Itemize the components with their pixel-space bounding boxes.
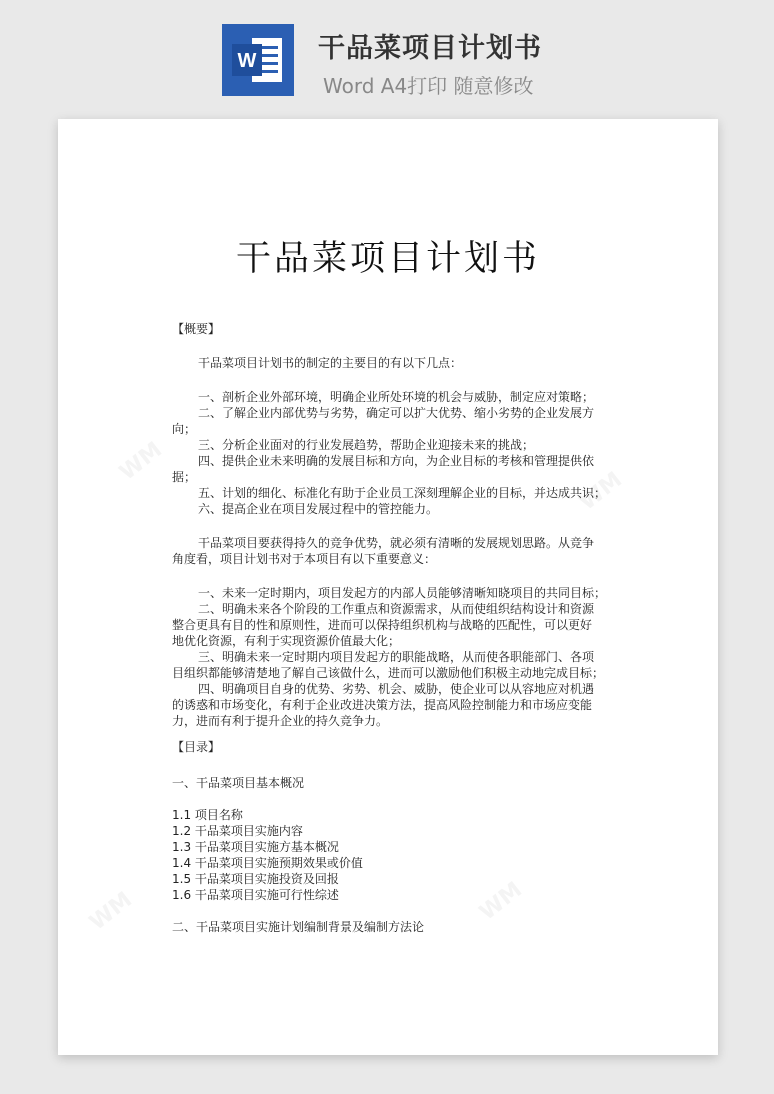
toc-entry: 1.1 项目名称 (172, 808, 243, 822)
page-header (0, 0, 774, 110)
document-page (58, 119, 718, 1055)
header-title: 干品菜项目计划书 (318, 33, 542, 64)
paragraph-line: 地优化资源，有利于实现资源价值最大化； (172, 634, 401, 648)
header-subtitle: Word A4打印 随意修改 (323, 74, 534, 98)
paragraph-line: 的诱惑和市场变化，有利于企业改进决策方法，提高风险控制能力和市场应变能 (172, 698, 593, 712)
paragraph-line: 二、明确未来各个阶段的工作重点和资源需求，从而使组织结构设计和资源 (198, 602, 595, 616)
section-heading-overview: 【概要】 (172, 322, 221, 336)
toc-entry: 1.5 干品菜项目实施投资及回报 (172, 872, 339, 886)
watermark: WM (115, 437, 167, 486)
section-heading-toc: 【目录】 (172, 740, 221, 754)
paragraph-line: 力，进而有利于提升企业的持久竞争力。 (172, 714, 389, 728)
watermark: WM (85, 887, 137, 936)
watermark: WM (575, 467, 627, 516)
toc-entry: 1.4 干品菜项目实施预期效果或价值 (172, 856, 363, 870)
paragraph-line: 四、明确项目自身的优势、劣势、机会、威胁，使企业可以从容地应对机遇 (198, 682, 595, 696)
paragraph-line: 四、提供企业未来明确的发展目标和方向，为企业目标的考核和管理提供依 (198, 454, 595, 468)
paragraph-line: 一、剖析企业外部环境，明确企业所处环境的机会与威胁，制定应对策略； (198, 390, 595, 404)
paragraph-line: 向； (172, 422, 197, 436)
paragraph-line: 整合更具有目的性和原则性，进而可以保持组织机构与战略的匹配性，可以更好 (172, 618, 593, 632)
word-icon-letter: W (237, 50, 257, 72)
document-title: 干品菜项目计划书 (235, 239, 540, 279)
paragraph-line: 一、未来一定时期内，项目发起方的内部人员能够清晰知晓项目的共同目标； (198, 586, 607, 600)
paragraph-line: 角度看，项目计划书对于本项目有以下重要意义： (172, 552, 437, 566)
watermark: WM (475, 877, 527, 926)
toc-entry: 1.3 干品菜项目实施方基本概况 (172, 840, 339, 854)
paragraph-line: 三、明确未来一定时期内项目发起方的职能战略，从而使各职能部门、各项 (198, 650, 595, 664)
paragraph-line: 干品菜项目计划书的制定的主要目的有以下几点： (198, 356, 463, 370)
paragraph-line: 二、了解企业内部优势与劣势，确定可以扩大优势、缩小劣势的企业发展方 (198, 406, 595, 420)
word-document-icon (222, 24, 294, 96)
paragraph-line: 干品菜项目要获得持久的竞争优势，就必须有清晰的发展规划思路。从竞争 (198, 536, 595, 550)
toc-entry: 一、干品菜项目基本概况 (172, 776, 305, 790)
paragraph-line: 六、提高企业在项目发展过程中的管控能力。 (198, 502, 439, 516)
toc-entry: 1.2 干品菜项目实施内容 (172, 824, 303, 838)
paragraph-line: 目组织都能够清楚地了解自己该做什么，进而可以激励他们积极主动地完成目标； (172, 666, 605, 680)
toc-entry: 1.6 干品菜项目实施可行性综述 (172, 888, 339, 902)
toc-entry: 二、干品菜项目实施计划编制背景及编制方法论 (172, 920, 425, 934)
paragraph-line: 据； (172, 470, 197, 484)
paragraph-line: 三、分析企业面对的行业发展趋势，帮助企业迎接未来的挑战； (198, 438, 535, 452)
paragraph-line: 五、计划的细化、标准化有助于企业员工深刻理解企业的目标，并达成共识； (198, 486, 607, 500)
